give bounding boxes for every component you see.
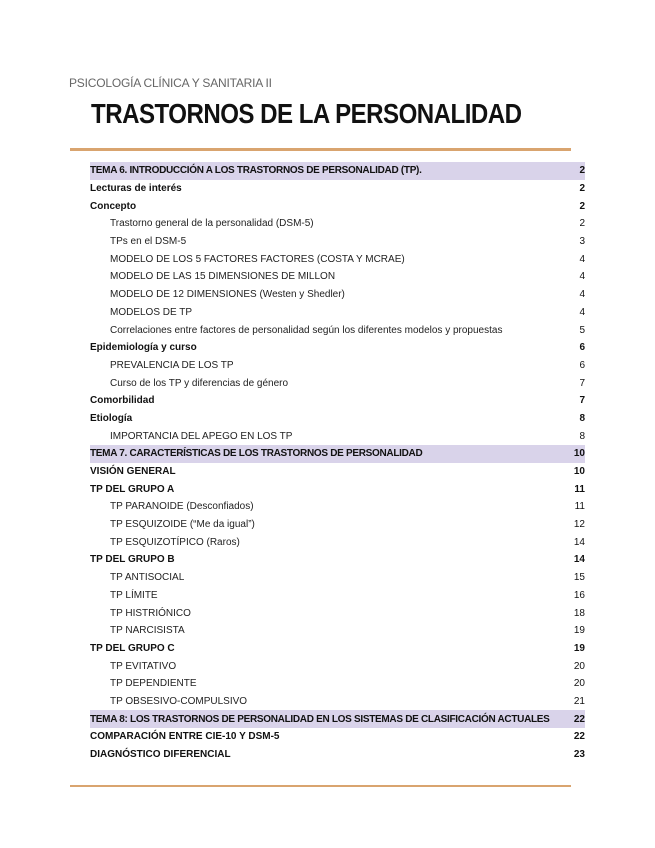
toc-entry-label: Lecturas de interés — [90, 183, 182, 195]
bottom-divider — [70, 785, 571, 787]
toc-entry-label: TPs en el DSM-5 — [110, 236, 187, 248]
toc-entry-page: 10 — [573, 448, 585, 460]
toc-entry-page: 7 — [579, 377, 585, 389]
toc-entry-section[interactable] — [90, 480, 585, 498]
toc-entry-page: 22 — [573, 713, 585, 725]
toc-entry-subsection[interactable] — [90, 657, 585, 675]
toc-entry-section[interactable] — [90, 640, 585, 658]
toc-entry-page: 12 — [573, 519, 585, 531]
toc-entry-section[interactable] — [90, 710, 585, 728]
toc-entry-label: TP PARANOIDE (Desconfiados) — [110, 501, 254, 513]
toc-entry-subsection[interactable] — [90, 286, 585, 304]
toc-entry-label: TP HISTRIÓNICO — [110, 607, 191, 619]
toc-entry-subsection[interactable] — [90, 569, 585, 587]
toc-entry-section[interactable] — [90, 339, 585, 357]
toc-entry-label: MODELO DE LOS 5 FACTORES FACTORES (COSTA Y MCRAE) — [110, 253, 405, 265]
toc-entry-subsection[interactable] — [90, 233, 585, 251]
toc-entry-label: Epidemiología y curso — [90, 342, 197, 354]
toc-entry-section[interactable] — [90, 197, 585, 215]
toc-entry-label: VISIÓN GENERAL — [90, 466, 176, 478]
toc-entry-page: 2 — [579, 218, 585, 230]
toc-entry-section[interactable] — [90, 445, 585, 463]
toc-entry-subsection[interactable] — [90, 357, 585, 375]
toc-entry-label: Trastorno general de la personalidad (DSM-5) — [110, 218, 314, 230]
toc-entry-label: TEMA 7. CARACTERÍSTICAS DE LOS TRASTORNOS DE PERSONALIDAD — [90, 448, 423, 460]
toc-entry-page: 2 — [579, 165, 585, 177]
toc-entry-label: Etiología — [90, 412, 133, 424]
toc-entry-page: 16 — [573, 589, 585, 601]
toc-entry-page: 4 — [579, 253, 585, 265]
toc-entry-label: TP ESQUIZOTÍPICO (Raros) — [110, 536, 240, 548]
toc-entry-label: Correlaciones entre factores de personalidad según los diferentes modelos y propuestas — [110, 324, 503, 336]
toc-entry-page: 18 — [573, 607, 585, 619]
toc-entry-label: TP DEPENDIENTE — [110, 678, 197, 690]
toc-entry-label: TP LÍMITE — [110, 589, 158, 601]
toc-entry-section[interactable] — [90, 162, 585, 180]
toc-entry-label: COMPARACIÓN ENTRE CIE-10 Y DSM-5 — [90, 731, 280, 743]
toc-entry-page: 23 — [573, 749, 585, 761]
toc-entry-page: 11 — [574, 501, 585, 513]
toc-entry-page: 5 — [579, 324, 585, 336]
toc-entry-subsection[interactable] — [90, 304, 585, 322]
top-divider — [70, 148, 571, 151]
toc-entry-label: MODELO DE LAS 15 DIMENSIONES DE MILLON — [110, 271, 336, 283]
toc-entry-section[interactable] — [90, 180, 585, 198]
toc-entry-subsection[interactable] — [90, 604, 585, 622]
toc-entry-page: 2 — [579, 200, 585, 212]
toc-entry-page: 6 — [579, 342, 585, 354]
toc-entry-page: 6 — [579, 359, 585, 371]
toc-entry-label: TP DEL GRUPO C — [90, 642, 175, 654]
toc-entry-label: Comorbilidad — [90, 395, 155, 407]
toc-entry-subsection[interactable] — [90, 321, 585, 339]
toc-entry-section[interactable] — [90, 728, 585, 746]
toc-entry-label: TP OBSESIVO-COMPULSIVO — [110, 695, 248, 707]
toc-entry-subsection[interactable] — [90, 215, 585, 233]
toc-entry-page: 14 — [573, 554, 585, 566]
toc-entry-section[interactable] — [90, 746, 585, 764]
toc-entry-subsection[interactable] — [90, 427, 585, 445]
toc-entry-page: 14 — [573, 536, 585, 548]
toc-entry-section[interactable] — [90, 410, 585, 428]
toc-entry-page: 7 — [579, 395, 585, 407]
toc-entry-label: TP EVITATIVO — [110, 660, 177, 672]
toc-entry-page: 21 — [573, 695, 585, 707]
toc-entry-label: Curso de los TP y diferencias de género — [110, 377, 289, 389]
toc-entry-label: TP DEL GRUPO A — [90, 483, 175, 495]
toc-entry-page: 4 — [579, 306, 585, 318]
toc-entry-label: TEMA 8: LOS TRASTORNOS DE PERSONALIDAD EN LOS SISTEMAS DE CLASIFICACIÓN ACTUALES — [90, 713, 550, 725]
toc-entry-section[interactable] — [90, 551, 585, 569]
table-of-contents — [90, 162, 585, 763]
toc-entry-page: 15 — [573, 572, 585, 584]
toc-entry-subsection[interactable] — [90, 498, 585, 516]
toc-entry-label: MODELO DE 12 DIMENSIONES (Westen y Shedler) — [110, 289, 345, 301]
toc-entry-label: TEMA 6. INTRODUCCIÓN A LOS TRASTORNOS DE PERSONALIDAD (TP). — [90, 165, 422, 177]
toc-entry-page: 8 — [579, 430, 585, 442]
toc-entry-section[interactable] — [90, 463, 585, 481]
toc-entry-page: 19 — [573, 625, 585, 637]
toc-entry-label: TP NARCISISTA — [110, 625, 185, 637]
toc-entry-page: 20 — [573, 660, 585, 672]
toc-entry-label: TP ANTISOCIAL — [110, 572, 185, 584]
toc-entry-section[interactable] — [90, 392, 585, 410]
toc-entry-label: MODELOS DE TP — [110, 306, 193, 318]
toc-entry-subsection[interactable] — [90, 516, 585, 534]
toc-entry-page: 10 — [573, 466, 585, 478]
toc-entry-subsection[interactable] — [90, 250, 585, 268]
toc-entry-subsection[interactable] — [90, 675, 585, 693]
toc-entry-label: IMPORTANCIA DEL APEGO EN LOS TP — [110, 430, 293, 442]
toc-entry-label: TP ESQUIZOIDE (“Me da igual”) — [110, 519, 255, 531]
toc-entry-page: 20 — [573, 678, 585, 690]
toc-entry-subsection[interactable] — [90, 587, 585, 605]
document-title: TRASTORNOS DE LA PERSONALIDAD — [91, 98, 522, 129]
toc-entry-label: TP DEL GRUPO B — [90, 554, 175, 566]
toc-entry-page: 4 — [579, 289, 585, 301]
toc-entry-subsection[interactable] — [90, 622, 585, 640]
toc-entry-page: 11 — [574, 483, 585, 495]
toc-entry-subsection[interactable] — [90, 374, 585, 392]
toc-entry-subsection[interactable] — [90, 693, 585, 711]
toc-entry-label: Concepto — [90, 200, 137, 212]
toc-entry-page: 22 — [573, 731, 585, 743]
toc-entry-subsection[interactable] — [90, 268, 585, 286]
toc-entry-label: DIAGNÓSTICO DIFERENCIAL — [90, 749, 231, 761]
toc-entry-subsection[interactable] — [90, 533, 585, 551]
course-subject: PSICOLOGÍA CLÍNICA Y SANITARIA II — [69, 76, 272, 90]
toc-entry-page: 3 — [579, 236, 585, 248]
toc-entry-page: 4 — [579, 271, 585, 283]
toc-entry-label: PREVALENCIA DE LOS TP — [110, 359, 234, 371]
toc-entry-page: 8 — [579, 412, 585, 424]
toc-entry-page: 19 — [573, 642, 585, 654]
toc-entry-page: 2 — [579, 183, 585, 195]
